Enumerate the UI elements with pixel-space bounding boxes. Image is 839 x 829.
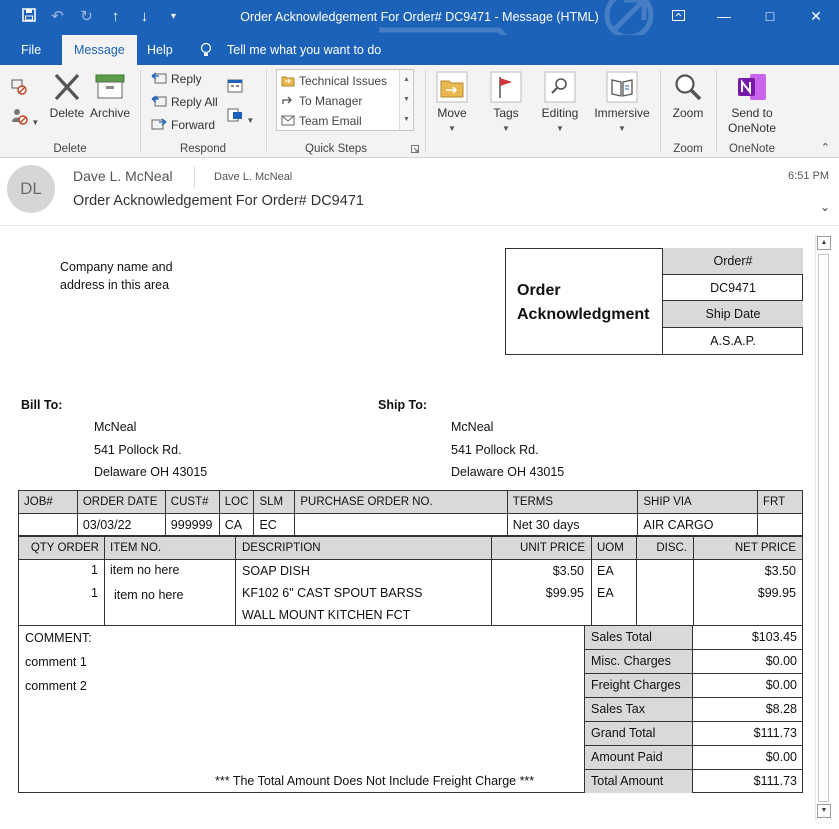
table-cell [758,514,803,536]
editing-button[interactable] [539,71,581,134]
zoom-group [661,65,715,158]
item-description: WALL MOUNT KITCHEN FCT [242,608,411,622]
reply-all-button[interactable] [151,92,218,112]
total-label: Misc. Charges [584,650,693,673]
editing-label: Editing [541,106,579,120]
reply-all-label: Reply All [171,95,218,109]
total-label: Freight Charges [584,674,693,697]
order-number-column [662,248,803,355]
column-header: DESCRIPTION [242,542,321,554]
redo-icon[interactable]: ↻ [80,8,93,25]
more-respond-button[interactable] [227,107,254,127]
column-header: SHIP VIA [638,491,758,514]
archive-icon [94,71,126,103]
bill-to-label: Bill To: [21,398,63,412]
item-uom: EA [597,564,614,578]
maximize-icon[interactable]: □ [765,8,775,24]
reply-button[interactable] [151,69,202,89]
chevron-down-icon: ▼ [556,124,564,133]
onenote-icon [736,71,768,103]
ship-date-value: A.S.A.P. [710,333,756,348]
total-value: $8.28 [765,702,797,716]
folder-arrow-icon [281,74,295,87]
send-to-label: Send to [731,106,773,120]
column-header: UNIT PRICE [520,542,585,554]
quick-step-item[interactable] [277,111,362,131]
total-label: Total Amount [584,770,693,793]
ack-title-line: Acknowledgment [517,306,650,323]
order-number-value: DC9471 [663,275,803,302]
ship-to-city: Delaware OH 43015 [451,465,565,479]
up-arrow-icon[interactable]: ↑ [111,8,120,25]
company-line: Company name and [60,260,173,274]
delete-button[interactable] [48,71,86,120]
more-respond-icon [227,107,243,123]
item-qty: 1 [91,563,98,577]
total-value: $111.73 [753,726,797,740]
magnifier-icon [672,71,704,103]
order-number-label: Order# [663,248,803,275]
column-header: QTY ORDER [30,542,99,554]
total-value: $0.00 [765,678,797,692]
quick-step-label: To Manager [299,94,363,108]
chevron-down-icon: ▼ [502,124,510,133]
quick-steps-scroller[interactable] [399,70,413,130]
tab-message[interactable]: Message [62,35,137,65]
totals-row [584,745,803,769]
column-header: NET PRICE [734,542,796,554]
onenote-label: OneNote [727,121,777,135]
zoom-group-label: Zoom [673,143,703,155]
move-label: Move [437,106,467,120]
freight-note: *** The Total Amount Does Not Include Freight Charge *** [215,774,535,788]
quick-step-label: Team Email [299,114,362,128]
junk-button[interactable] [10,107,39,127]
bill-to-address [94,416,207,484]
total-value: $111.73 [753,774,797,788]
column-header: SLM [254,491,295,514]
ignore-button[interactable] [10,77,28,97]
chevron-down-icon: ▼ [246,116,255,125]
respond-group [141,65,265,158]
respond-group-label: Respond [179,143,227,155]
column-header: CUST# [165,491,219,514]
ship-to-address [451,416,564,484]
comment-line: comment 1 [25,655,87,669]
lightbulb-icon [200,42,212,58]
item-unit-price: $3.50 [552,564,584,578]
archive-label: Archive [89,106,130,120]
table-cell: Net 30 days [507,514,638,536]
message-header [0,158,839,226]
bill-to-name: McNeal [94,420,137,434]
forward-button[interactable] [151,115,215,135]
quick-step-label: Technical Issues [299,74,388,88]
table-cell: 03/03/22 [77,514,165,536]
column-header: PURCHASE ORDER NO. [295,491,507,514]
reply-all-icon [151,94,167,108]
zoom-label: Zoom [672,106,704,120]
total-label: Sales Total [584,626,693,649]
undo-icon[interactable]: ↶ [51,8,64,25]
delete-group-label: Delete [53,143,87,155]
column-header: LOC [219,491,254,514]
quick-steps-label: Quick Steps [305,143,367,155]
move-button[interactable] [432,71,472,134]
scroll-up-icon[interactable]: ▲ [817,236,831,250]
forward-label: Forward [171,118,216,132]
calendar-icon [227,77,243,93]
table-cell: AIR CARGO [638,514,758,536]
immersive-reader-icon [606,71,638,103]
junk-icon [10,107,28,125]
column-header: DISC. [656,542,687,554]
ignore-icon [10,77,28,95]
order-info-table [18,490,803,536]
bill-to-street: 541 Pollock Rd. [94,442,182,457]
vertical-scrollbar[interactable] [815,234,831,820]
item-number: item no here [114,588,184,602]
column-header: FRT [758,491,803,514]
down-arrow-icon[interactable]: ↓ [140,8,149,25]
item-description: KF102 6" CAST SPOUT BARSS [242,586,423,600]
minimize-icon[interactable]: — [717,8,731,24]
delete-icon [51,71,83,103]
reply-label: Reply [171,72,202,86]
delete-label: Delete [49,106,85,120]
table-cell: EC [254,514,295,536]
order-acknowledgment-box [505,248,803,355]
immersive-button[interactable] [592,71,652,134]
immersive-label: Immersive [594,106,650,120]
ship-date-label: Ship Date [663,301,803,328]
table-cell [295,514,507,536]
chevron-down-icon: ▼ [618,124,626,133]
avatar[interactable]: DL [7,165,55,213]
customize-icon[interactable]: ▾ [170,11,177,22]
scroll-down-icon[interactable]: ▼ [817,804,831,818]
recipient[interactable]: Dave L. McNeal [214,171,293,183]
tab-file[interactable]: File [21,43,42,57]
tab-help[interactable]: Help [147,43,173,57]
ribbon-separator [425,70,426,152]
totals-row [584,649,803,673]
total-value: $0.00 [765,654,797,668]
totals-row [584,721,803,745]
find-icon [544,71,576,103]
forward-icon [151,117,167,131]
item-description: SOAP DISH [242,564,310,578]
totals-row [584,625,803,649]
scroll-up-icon[interactable]: ▲ [403,76,410,83]
zoom-button[interactable] [668,71,708,120]
title-bar [0,0,839,35]
meeting-button[interactable] [227,77,243,97]
tags-label: Tags [493,106,519,120]
column-header: ORDER DATE [77,491,165,514]
expand-header-icon[interactable]: ⌄ [819,200,830,214]
header-divider [194,166,195,188]
onenote-group-label: OneNote [728,143,776,155]
totals-row [584,673,803,697]
tell-me-search[interactable]: Tell me what you want to do [227,43,382,57]
archive-button[interactable] [88,71,132,120]
close-icon[interactable]: ✕ [810,8,822,24]
table-row [19,514,803,536]
ribbon [0,65,839,158]
column-header: JOB# [19,491,78,514]
table-cell: CA [219,514,254,536]
total-label: Grand Total [584,722,693,745]
window-title: Order Acknowledgement For Order# DC9471 - Message (HTML) [240,10,599,24]
comment-label: COMMENT: [25,631,92,645]
flag-icon [490,71,522,103]
column-header: UOM [597,542,624,554]
ship-to-street: 541 Pollock Rd. [451,442,539,457]
table-cell [19,514,78,536]
expand-gallery-icon[interactable]: ▼ [403,116,410,123]
bill-to-city: Delaware OH 43015 [94,465,208,479]
quick-steps-list [276,69,414,131]
quick-step-item[interactable] [277,91,362,111]
delete-group [0,65,140,158]
chevron-down-icon: ▼ [31,118,40,127]
tags-button[interactable] [486,71,526,134]
chevron-down-icon: ▼ [448,124,456,133]
dialog-launcher-icon[interactable] [411,145,419,153]
table-header-row [19,491,803,514]
totals-section [18,625,803,793]
item-unit-price: $99.95 [545,586,584,600]
sender-name[interactable]: Dave L. McNeal [73,168,173,184]
window-controls [655,0,839,35]
ship-to-name: McNeal [451,420,494,434]
ribbon-tab-bar [0,35,839,65]
item-uom: EA [597,586,614,600]
onenote-group [717,65,787,158]
item-number: item no here [110,563,180,577]
totals-table [584,625,803,793]
comment-line: comment 2 [25,679,87,693]
scroll-down-icon[interactable]: ▼ [403,96,410,103]
move-folder-icon [436,71,468,103]
column-header: TERMS [507,491,638,514]
table-cell: 999999 [165,514,219,536]
send-to-onenote-button[interactable] [723,71,781,136]
totals-row [584,697,803,721]
total-value: $103.45 [751,630,797,644]
ack-title [517,279,649,327]
item-net-price: $99.95 [757,586,796,600]
item-qty: 1 [91,586,98,600]
column-header: ITEM NO. [110,542,162,554]
collapse-ribbon-icon[interactable]: ⌃ [820,142,830,154]
envelope-icon [281,114,295,127]
total-label: Sales Tax [584,698,693,721]
forward-arrow-icon [281,94,295,107]
message-time: 6:51 PM [788,170,829,182]
scroll-thumb[interactable] [818,254,829,802]
ribbon-display-icon[interactable] [655,0,701,35]
ack-title-line: Order [517,282,561,299]
quick-step-item[interactable] [277,71,387,91]
reply-icon [151,71,167,85]
item-net-price: $3.50 [764,564,796,578]
ship-to-label: Ship To: [378,398,428,412]
total-label: Amount Paid [584,746,693,769]
message-subject: Order Acknowledgement For Order# DC9471 [73,193,364,209]
company-address [60,258,173,294]
totals-row [584,769,803,793]
company-line: address in this area [60,278,170,292]
line-items-table [18,536,803,626]
total-value: $0.00 [765,750,797,764]
